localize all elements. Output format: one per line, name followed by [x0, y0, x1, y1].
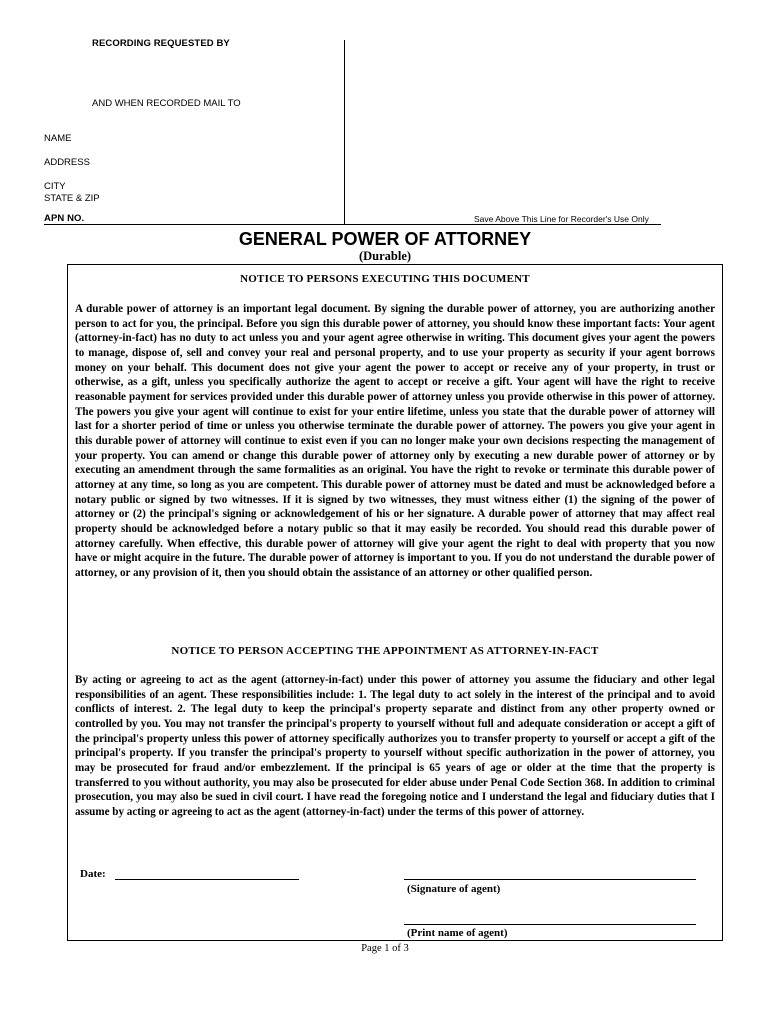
state-zip-label: STATE & ZIP — [44, 193, 100, 204]
city-label: CITY — [44, 181, 66, 192]
notice-executing-body: A durable power of attorney is an important legal document. By signing the durable power of attorney, you are authorizing another person to act for you, the principal. Before you sign this durable power of attorney, you should know these important facts: Your agent (attorney-in-fact) has no duty to act unless you and your agent agree otherwise in writing. This document gives your agent the powers to manage, dispose of, sell and convey your real and personal property, and to use your property as security if your agent borrows money on your behalf. This document does not give your agent the power to accept or receive any of your property, in trust or otherwise, as a gift, unless you specifically authorize the agent to accept or receive a gift. Your agent will have the right to receive reasonable payment for services provided under this durable power of attorney unless you provide otherwise in this power of attorney. The powers you give your agent will continue to exist for your entire lifetime, unless you state that the durable power of attorney will last for a shorter period of time or unless you otherwise terminate the durable power of attorney. The powers you give your agent in this durable power of attorney will continue to exist even if you can no longer make your own decisions respecting the management of your property. You can amend or change this durable power of attorney only by executing a new durable power of attorney or by executing an amendment through the same formalities as an original. You have the right to revoke or terminate this durable power of attorney at any time, so long as you are competent. This durable power of attorney must be dated and must be acknowledged before a notary public or signed by two witnesses. If it is signed by two witnesses, they must witness either (1) the signing of the power of attorney or (2) the principal's signing or acknowledgement of his or her signature. A durable power of attorney that may affect real property should be acknowledged before a notary public so that it may easily be recorded. You should read this durable power of attorney carefully. When effective, this durable power of attorney will give your agent the right to deal with property that you now have or might acquire in the future. The durable power of attorney is important to you. If you do not understand the durable power of attorney, or any provision of it, then you should obtain the assistance of an attorney or other qualified person. — [75, 303, 715, 579]
recording-requested-by-label: RECORDING REQUESTED BY — [92, 38, 230, 49]
recorder-use-note: Save Above This Line for Recorder's Use Only — [474, 214, 649, 224]
notice-accepting-title: NOTICE TO PERSON ACCEPTING THE APPOINTMENT AS ATTORNEY-IN-FACT — [171, 645, 599, 657]
date-line[interactable] — [115, 879, 299, 880]
apn-label: APN NO. — [44, 213, 85, 224]
notice-accepting-body: By acting or agreeing to act as the agent (attorney-in-fact) under this power of attorney you assume the fiduciary and other legal responsibilities of an agent. These responsibilities include: 1. The legal duty to act solely in the interest of the principal and to avoid conflicts of interest. 2. The legal duty to keep the principal's property separate and distinct from any other property owned or controlled by you. You may not transfer the principal's property to yourself without full and adequate consideration or accept a gift of the principal's property unless this power of attorney specifically authorizes you to transfer property to yourself or accept a gift of the principal's property. If you transfer the principal's property to yourself without specific authorization in the power of attorney, you may be prosecuted for fraud and/or embezzlement. If the principal is 65 years of age or older at the time that the property is transferred to you without authority, you may also be prosecuted for elder abuse under Penal Code Section 368. In addition to criminal prosecution, you may also be sued in civil court. I have read the foregoing notice and I understand the legal and fiduciary duties that I assume by acting or agreeing to act as the agent (attorney-in-fact) under the terms of this power of attorney. — [75, 674, 715, 818]
recording-divider-horizontal — [44, 224, 661, 225]
signature-line[interactable] — [404, 879, 696, 880]
name-label: NAME — [44, 133, 72, 144]
address-label: ADDRESS — [44, 157, 90, 168]
document-title: GENERAL POWER OF ATTORNEY — [238, 229, 532, 249]
document-subtitle: (Durable) — [358, 249, 412, 263]
print-name-label: (Print name of agent) — [407, 927, 508, 939]
notice-executing-title: NOTICE TO PERSONS EXECUTING THIS DOCUMENT — [240, 273, 530, 285]
date-label: Date: — [80, 868, 106, 880]
signature-label: (Signature of agent) — [407, 883, 501, 895]
print-name-line[interactable] — [404, 924, 696, 925]
recording-divider-vertical — [344, 40, 345, 224]
when-recorded-mail-to-label: AND WHEN RECORDED MAIL TO — [92, 98, 241, 109]
page-indicator: Page 1 of 3 — [361, 943, 409, 954]
